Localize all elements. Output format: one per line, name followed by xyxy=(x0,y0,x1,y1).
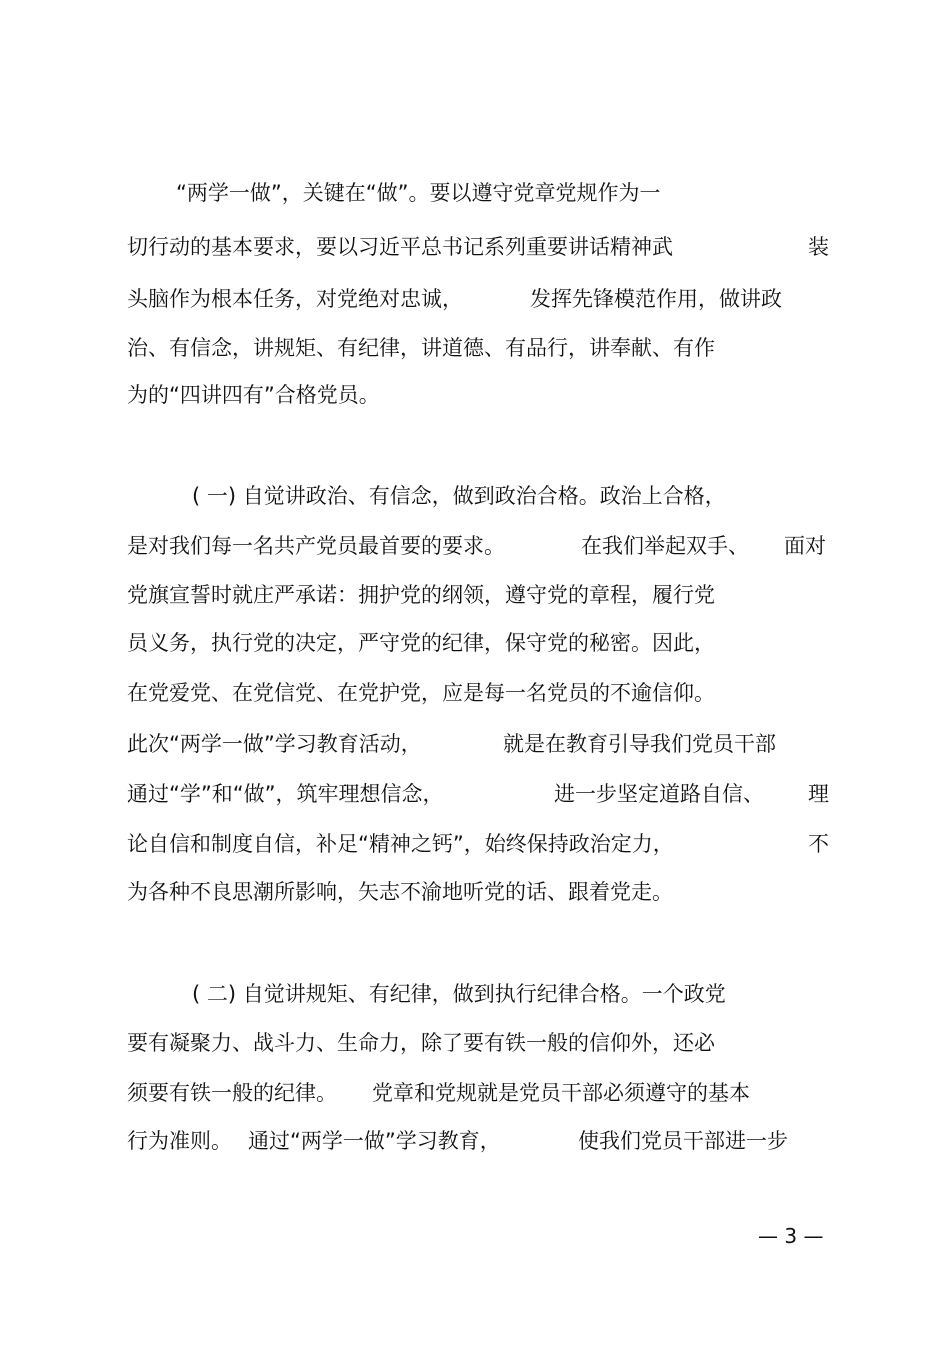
text-segment: ( 一) 自觉讲政治、有信念，做到政治合格。政治上合格， xyxy=(192,484,726,508)
paragraph-1-line-5 xyxy=(0,380,950,410)
page-number: — 3 — xyxy=(758,1224,824,1248)
text-segment: 为各种不良思潮所影响，矢志不渝地听党的话、跟着党走。 xyxy=(127,880,673,904)
text-segment: 通过“学”和“做”，筑牢理想信念， xyxy=(127,782,444,806)
paragraph-3-line-2 xyxy=(0,1028,950,1058)
text-segment: 党章和党规就是党员干部必须遵守的基本 xyxy=(372,1081,750,1105)
text-segment: 此次“两学一做”学习教育活动， xyxy=(127,732,422,756)
paragraph-1-line-1 xyxy=(0,178,950,208)
text-segment: 头脑作为根本任务，对党绝对忠诚， xyxy=(127,287,463,311)
paragraph-1-line-4 xyxy=(0,333,950,363)
paragraph-3-line-4 xyxy=(0,1126,950,1156)
paragraph-3-line-3 xyxy=(0,1078,950,1108)
paragraph-2-line-4 xyxy=(0,628,950,658)
text-segment: 要有凝聚力、战斗力、生命力，除了要有铁一般的信仰外，还必 xyxy=(127,1031,715,1055)
paragraph-3-line-1 xyxy=(0,979,950,1009)
text-segment: 员义务，执行党的决定，严守党的纪律，保守党的秘密。因此， xyxy=(127,631,715,655)
paragraph-1-line-2 xyxy=(0,232,950,262)
paragraph-2-line-3 xyxy=(0,580,950,610)
text-segment: 论自信和制度自信，补足“精神之钙”，始终保持政治定力， xyxy=(127,832,674,856)
text-segment: 党旗宣誓时就庄严承诺：拥护党的纲领，遵守党的章程，履行党 xyxy=(127,583,715,607)
paragraph-2-line-2 xyxy=(0,531,950,561)
text-segment: 理 xyxy=(808,782,829,806)
text-segment: 不 xyxy=(808,832,829,856)
text-segment: 切行动的基本要求，要以习近平总书记系列重要讲话精神武 xyxy=(127,235,673,259)
text-segment: 行为准则。 xyxy=(127,1129,232,1153)
text-segment: 装 xyxy=(808,235,829,259)
text-segment: 通过“两学一做”学习教育， xyxy=(248,1129,501,1153)
text-segment: 须要有铁一般的纪律。 xyxy=(127,1081,337,1105)
text-segment: 为的“四讲四有”合格党员。 xyxy=(127,383,380,407)
paragraph-2-line-6 xyxy=(0,729,950,759)
text-segment: 在党爱党、在党信党、在党护党，应是每一名党员的不逾信仰。 xyxy=(127,681,715,705)
paragraph-2-line-5 xyxy=(0,678,950,708)
paragraph-2-line-1 xyxy=(0,481,950,511)
text-segment: ( 二) 自觉讲规矩、有纪律，做到执行纪律合格。一个政党 xyxy=(192,982,726,1006)
text-segment: 面对 xyxy=(784,534,826,558)
paragraph-2-line-9 xyxy=(0,877,950,907)
paragraph-2-line-7 xyxy=(0,779,950,809)
text-segment: 就是在教育引导我们党员干部 xyxy=(503,732,776,756)
text-segment: 进一步坚定道路自信、 xyxy=(554,782,764,806)
text-segment: 使我们党员干部进一步 xyxy=(578,1129,788,1153)
text-segment: 在我们举起双手、 xyxy=(581,534,749,558)
text-segment: 发挥先锋模范作用，做讲政 xyxy=(530,287,782,311)
text-segment: “两学一做”，关键在“做”。要以遵守党章党规作为一 xyxy=(176,181,661,205)
paragraph-1-line-3 xyxy=(0,284,950,314)
text-segment: 治、有信念，讲规矩、有纪律，讲道德、有品行，讲奉献、有作 xyxy=(127,336,715,360)
paragraph-2-line-8 xyxy=(0,829,950,859)
text-segment: 是对我们每一名共产党员最首要的要求。 xyxy=(127,534,505,558)
